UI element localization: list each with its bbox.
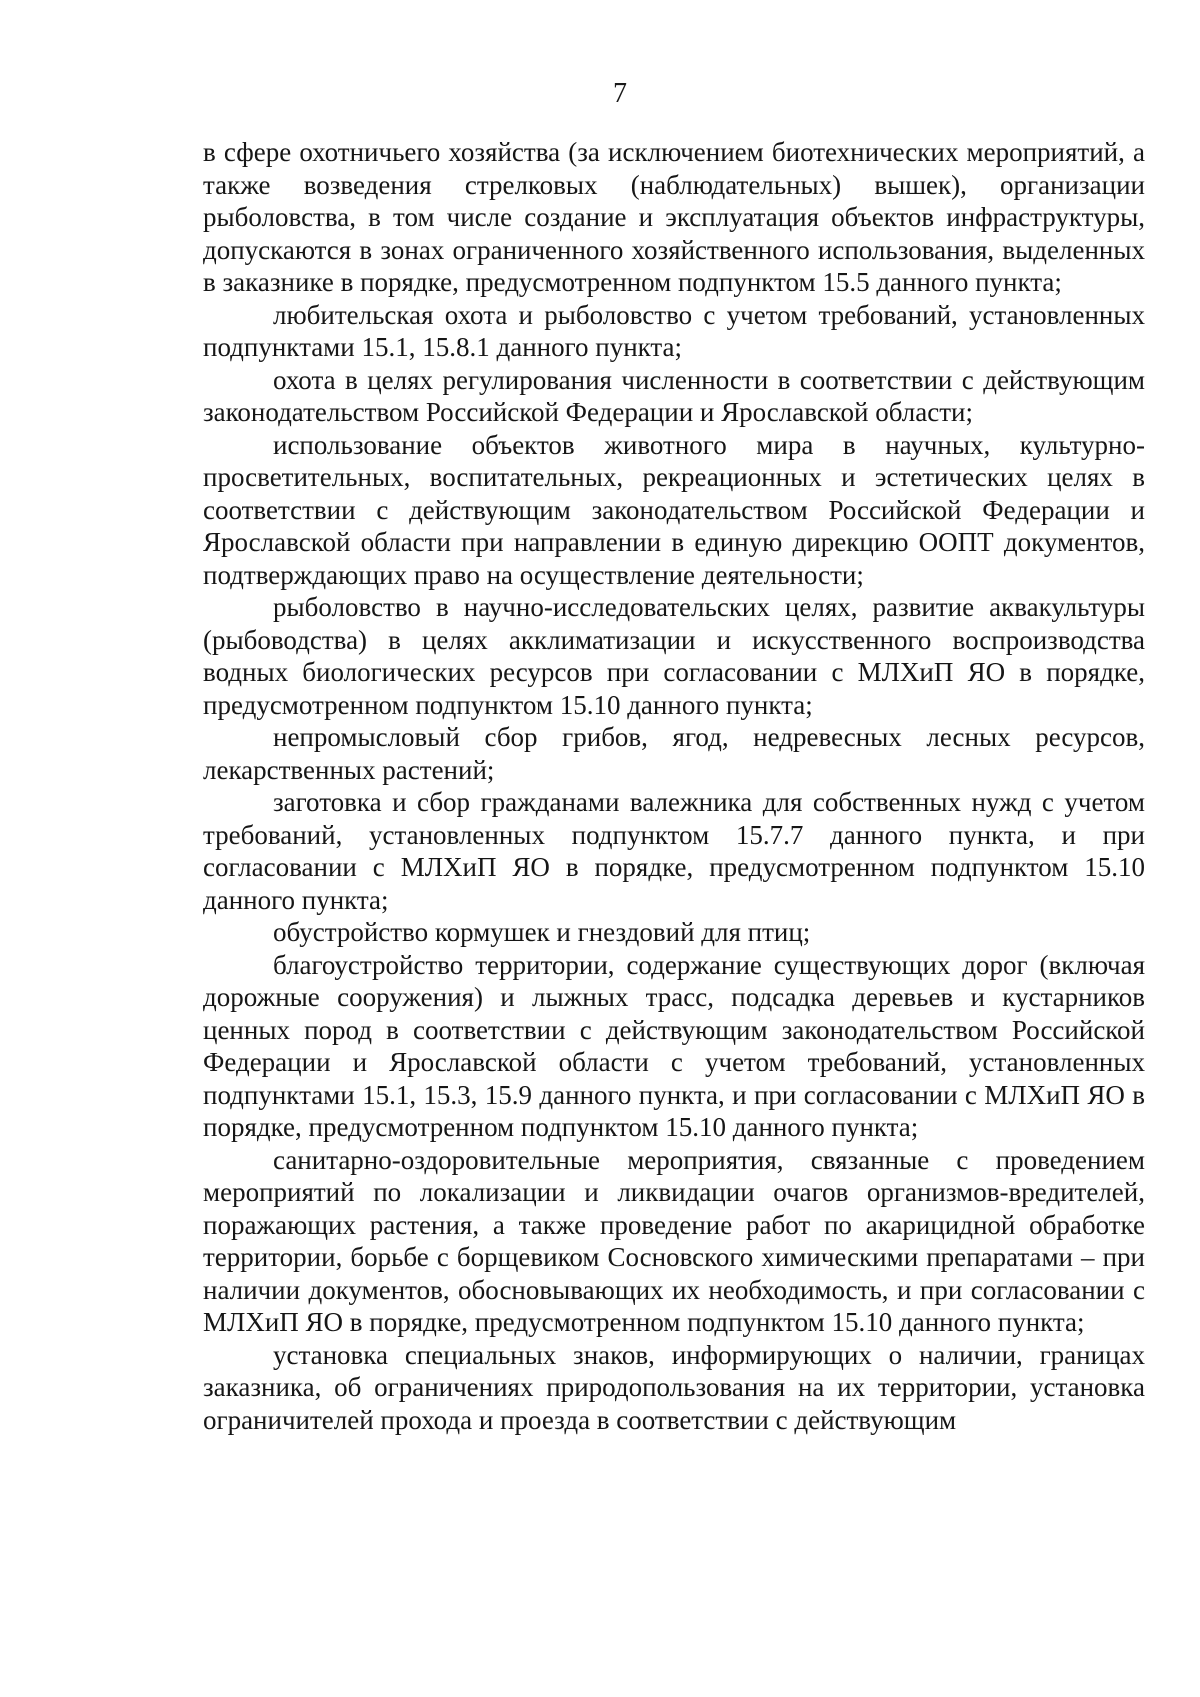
paragraph-hunting-continuation: в сфере охотничьего хозяйства (за исключением биотехнических мероприятий, а также возведения стрелковых (наблюдательных) вышек), организации рыболовства, в том числе создание и эксплуатация объектов инфраструктуры, допускаются в зонах ограниченного хозяйственного использования, выделенных в заказнике в порядке, предусмотренном подпунктом 15.5 данного пункта; (203, 137, 1145, 297)
paragraph-scientific-fishing: рыболовство в научно-исследовательских целях, развитие аквакультуры (рыбоводства) в целях акклиматизации и искусственного воспроизводства водных биологических ресурсов при согласовании с МЛХиП ЯО в порядке, предусмотренном подпунктом 15.10 данного пункта; (203, 592, 1145, 720)
paragraph-deadwood-collection: заготовка и сбор гражданами валежника для собственных нужд с учетом требований, установленных подпунктом 15.7.7 данного пункта, и при согласовании с МЛХиП ЯО в порядке, предусмотренном подпунктом 15.10 данного пункта; (203, 787, 1145, 915)
paragraph-regulation-hunting: охота в целях регулирования численности в соответствии с действующим законодательством Российской Федерации и Ярославской области; (203, 364, 1145, 427)
paragraph-amateur-hunting: любительская охота и рыболовство с учетом требований, установленных подпунктами 15.1, 15.8.1 данного пункта; (203, 299, 1145, 362)
paragraph-sanitary-measures: санитарно-оздоровительные мероприятия, связанные с проведением мероприятий по локализации и ликвидации очагов организмов-вредителей, поражающих растения, а также проведение работ по акарицидной обработке территории, борьбе с борщевиком Сосновского химическими препаратами – при наличии документов, обосновывающих их необходимость, и при согласовании с МЛХиП ЯО в порядке, предусмотренном подпунктом 15.10 данного пункта; (203, 1144, 1145, 1337)
document-body (203, 136, 1145, 1436)
paragraph-landscaping: благоустройство территории, содержание существующих дорог (включая дорожные сооружения) и лыжных трасс, подсадка деревьев и кустарников ценных пород в соответствии с действующим законодательством Российской Федерации и Ярославской области с учетом требований, установленных подпунктами 15.1, 15.3, 15.9 данного пункта, и при согласовании с МЛХиП ЯО в порядке, предусмотренном подпунктом 15.10 данного пункта; (203, 949, 1145, 1142)
paragraph-non-commercial-gathering: непромысловый сбор грибов, ягод, недревесных лесных ресурсов, лекарственных растений; (203, 722, 1145, 785)
paragraph-wildlife-use: использование объектов животного мира в научных, культурно-просветительных, воспитательных, рекреационных и эстетических целях в соответствии с действующим законодательством Российской Федерации и Ярославской области при направлении в единую дирекцию ООПТ документов, подтверждающих право на осуществление деятельности; (203, 429, 1145, 590)
paragraph-signage: установка специальных знаков, информирующих о наличии, границах заказника, об ограничениях природопользования на их территории, установка ограничителей прохода и проезда в соответствии с действующим (203, 1339, 1145, 1435)
paragraph-bird-feeders: обустройство кормушек и гнездовий для птиц; (273, 917, 811, 947)
page-number: 7 (613, 78, 627, 109)
